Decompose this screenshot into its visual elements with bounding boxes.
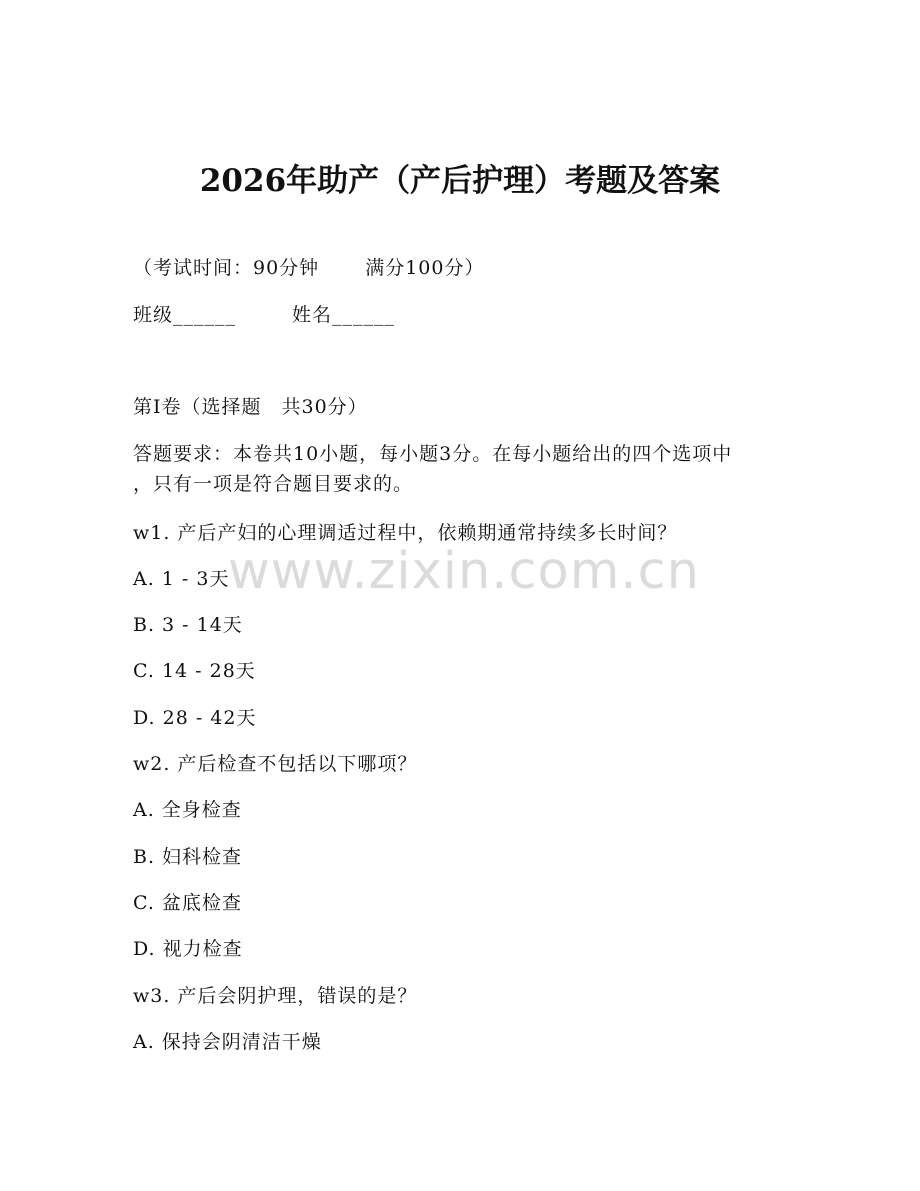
question-option: C. 14 - 28天	[133, 660, 256, 682]
section-heading: 第Ⅰ卷（选择题 共30分）	[133, 396, 368, 418]
question-option: C. 盆底检查	[133, 892, 242, 914]
exam-info	[133, 253, 484, 280]
question-option: B. 3 - 14天	[133, 614, 243, 636]
exam-full-score: 满分100分）	[365, 257, 485, 279]
question-option: A. 保持会阴清洁干燥	[133, 1031, 322, 1053]
exam-time: （考试时间：90分钟	[133, 257, 320, 279]
question-stem: w2. 产后检查不包括以下哪项？	[133, 753, 418, 775]
watermark: www.zixin.com.cn	[228, 542, 700, 601]
question-stem: w3. 产后会阴护理，错误的是？	[133, 985, 418, 1007]
question-option: A. 全身检查	[133, 799, 242, 821]
student-fields	[133, 300, 395, 327]
question-option: A. 1 - 3天	[133, 568, 230, 590]
document-title: 2026年助产（产后护理）考题及答案	[199, 163, 721, 199]
question-stem: w1. 产后产妇的心理调适过程中，依赖期通常持续多长时间？	[133, 522, 678, 544]
instructions-line-2: ，只有一项是符合题目要求的。	[133, 473, 414, 495]
question-option: B. 妇科检查	[133, 846, 243, 868]
name-field: 姓名______	[292, 304, 396, 326]
question-option: D. 28 - 42天	[133, 707, 257, 729]
question-option: D. 视力检查	[133, 938, 243, 960]
class-field: 班级______	[133, 304, 237, 326]
instructions-line-1: 答题要求：本卷共10小题，每小题3分。在每小题给出的四个选项中	[133, 443, 733, 465]
